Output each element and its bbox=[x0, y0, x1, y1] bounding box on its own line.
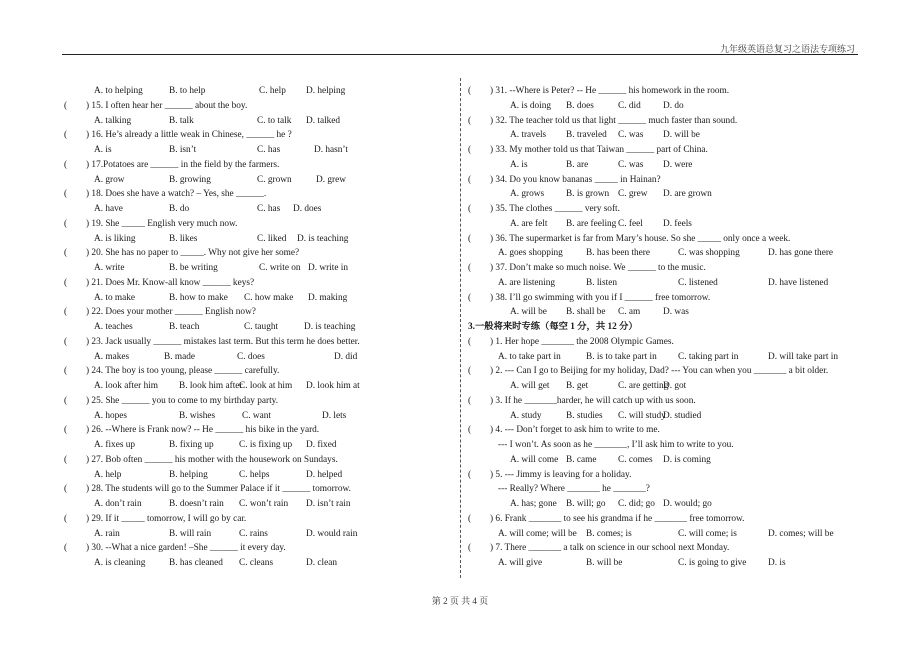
options-line bbox=[64, 497, 459, 512]
option-b: B. fixing up bbox=[169, 440, 214, 450]
options-line bbox=[64, 84, 459, 99]
option-d: D. have listened bbox=[768, 277, 829, 288]
option-c: C. won’t rain bbox=[239, 499, 289, 509]
options-line bbox=[468, 128, 868, 143]
option-a: A. will come bbox=[510, 454, 559, 465]
option-b: B. will rain bbox=[169, 528, 212, 539]
question-text: ) 33. My mother told us that Taiwan ______ part of China. bbox=[490, 145, 708, 155]
option-b: B. made bbox=[164, 351, 195, 362]
option-b: B. get bbox=[566, 381, 589, 391]
option-a: A. have bbox=[94, 204, 123, 214]
option-b: B. isn’t bbox=[169, 145, 197, 155]
answer-blank: ( bbox=[468, 204, 472, 214]
question-text: ) 27. Bob often ______ his mother with the housework on Sundays. bbox=[86, 454, 338, 465]
answer-blank: ( bbox=[468, 336, 472, 347]
option-a: A. to take part in bbox=[498, 351, 561, 362]
option-c: C. am bbox=[618, 307, 641, 318]
question-line bbox=[468, 512, 868, 527]
question-line bbox=[64, 305, 459, 320]
options-line bbox=[468, 453, 868, 468]
header-rule bbox=[62, 54, 858, 55]
option-d: D. hasn’t bbox=[314, 145, 348, 155]
option-b: B. teach bbox=[169, 322, 200, 332]
question-text: ) 23. Jack usually ______ mistakes last term. But this term he does better. bbox=[86, 336, 360, 347]
answer-blank: ( bbox=[468, 513, 472, 524]
right-column bbox=[468, 84, 868, 571]
option-c: C. how make bbox=[244, 292, 294, 303]
option-b: B. likes bbox=[169, 233, 198, 244]
option-a: A. will be bbox=[510, 307, 547, 318]
option-c: C. was shopping bbox=[678, 248, 740, 259]
question-text: ) 19. She _____ English very much now. bbox=[86, 218, 238, 229]
question-text: ) 28. The students will go to the Summer Palace if it ______ tomorrow. bbox=[86, 484, 351, 495]
options-line bbox=[64, 320, 459, 335]
question-line bbox=[468, 114, 868, 129]
answer-blank: ( bbox=[468, 395, 472, 406]
option-a: A. goes shopping bbox=[498, 248, 563, 259]
answer-blank: ( bbox=[64, 277, 68, 288]
options-line bbox=[64, 350, 459, 365]
option-b: B. be writing bbox=[169, 263, 218, 273]
option-b: B. listen bbox=[586, 277, 617, 288]
option-a: A. is bbox=[510, 159, 528, 170]
answer-blank: ( bbox=[468, 145, 472, 155]
option-d: D. do bbox=[663, 100, 684, 111]
option-b: B. has cleaned bbox=[169, 558, 223, 568]
option-a: A. talking bbox=[94, 115, 132, 126]
question-line bbox=[64, 187, 459, 202]
column-divider bbox=[460, 78, 461, 578]
options-line bbox=[468, 305, 868, 320]
option-a: A. write bbox=[94, 263, 125, 273]
answer-blank: ( bbox=[64, 366, 68, 377]
options-line bbox=[468, 497, 868, 512]
question-line bbox=[468, 394, 868, 409]
option-b: B. does bbox=[566, 100, 594, 111]
answer-blank: ( bbox=[64, 248, 68, 259]
option-a: A. travels bbox=[510, 130, 547, 141]
option-c: C. will come; is bbox=[678, 528, 737, 539]
question-text: ) 7. There _______ a talk on science in our school next Monday. bbox=[490, 543, 730, 554]
option-d: D. helped bbox=[306, 469, 343, 480]
question-line bbox=[468, 261, 868, 276]
option-a: A. is cleaning bbox=[94, 558, 146, 568]
option-a: A. study bbox=[510, 410, 542, 421]
question-text: ) 34. Do you know bananas _____ in Hainan? bbox=[490, 174, 661, 185]
option-a: A. grow bbox=[94, 174, 125, 185]
question-text: ) 30. --What a nice garden! –She ______ it every day. bbox=[86, 543, 286, 554]
options-line bbox=[468, 527, 868, 542]
option-a: A. will give bbox=[498, 558, 543, 568]
question-line bbox=[64, 512, 459, 527]
question-line bbox=[64, 335, 459, 350]
option-b: B. doesn’t rain bbox=[169, 499, 224, 509]
question-text: ) 1. Her hope _______ the 2008 Olympic Games. bbox=[490, 336, 674, 347]
answer-blank: ( bbox=[468, 233, 472, 244]
options-line bbox=[64, 232, 459, 247]
question-line bbox=[64, 423, 459, 438]
question-line bbox=[64, 99, 459, 114]
option-d: D. isn’t rain bbox=[306, 499, 351, 509]
question-text: ) 18. Does she have a watch? – Yes, she ______. bbox=[86, 189, 267, 200]
question-line bbox=[468, 541, 868, 556]
option-d: D. studied bbox=[663, 410, 702, 421]
option-d: D. look him at bbox=[306, 381, 360, 391]
option-b: B. traveled bbox=[566, 130, 607, 141]
answer-blank: ( bbox=[468, 115, 472, 126]
option-b: B. are feeling bbox=[566, 218, 617, 229]
option-a: A. don’t rain bbox=[94, 499, 142, 509]
question-text: ) 20. She has no paper to _____. Why not give her some? bbox=[86, 248, 300, 259]
option-c: C. was bbox=[618, 130, 644, 141]
question-line bbox=[468, 202, 868, 217]
answer-blank: ( bbox=[64, 130, 68, 141]
option-b: B. will; go bbox=[566, 499, 606, 509]
answer-blank: ( bbox=[468, 263, 472, 273]
options-line bbox=[468, 99, 868, 114]
option-a: A. to helping bbox=[94, 86, 143, 96]
option-c: C. feel bbox=[618, 218, 643, 229]
question-line bbox=[468, 173, 868, 188]
option-a: A. will get bbox=[510, 381, 550, 391]
options-line bbox=[64, 202, 459, 217]
question-line bbox=[468, 335, 868, 350]
option-c: C. liked bbox=[257, 233, 287, 244]
option-c: C. does bbox=[237, 351, 265, 362]
question-text: ) 15. I often hear her ______ about the boy. bbox=[86, 100, 248, 111]
question-text: ) 26. --Where is Frank now? -- He ______ his bike in the yard. bbox=[86, 425, 320, 436]
answer-blank: ( bbox=[64, 395, 68, 406]
option-a: A. is bbox=[94, 145, 112, 155]
option-d: D. will take part in bbox=[768, 351, 838, 362]
question-text: ) 38. I’ll go swimming with you if I ______ free tomorrow. bbox=[490, 292, 711, 303]
page-header: 九年级英语总复习之语法专项练习 bbox=[719, 44, 855, 54]
question-line bbox=[64, 128, 459, 143]
question-line bbox=[64, 394, 459, 409]
question-text: ) 5. --- Jimmy is leaving for a holiday. bbox=[490, 469, 632, 480]
option-d: D. is bbox=[768, 558, 786, 568]
left-column bbox=[64, 84, 459, 571]
option-d: D. did bbox=[334, 351, 358, 362]
options-line bbox=[64, 468, 459, 483]
option-c: C. look at him bbox=[239, 381, 293, 391]
option-c: C. helps bbox=[239, 469, 270, 480]
question-line bbox=[468, 364, 868, 379]
option-d: D. making bbox=[308, 292, 348, 303]
option-a: A. are listening bbox=[498, 277, 556, 288]
option-b: B. are bbox=[566, 159, 589, 170]
options-line bbox=[468, 246, 868, 261]
options-line bbox=[468, 409, 868, 424]
option-c: C. taking part in bbox=[678, 351, 739, 362]
option-b: B. is to take part in bbox=[586, 351, 657, 362]
options-line bbox=[64, 261, 459, 276]
question-text: ) 17.Potatoes are ______ in the field by the farmers. bbox=[86, 159, 280, 170]
option-d: D. comes; will be bbox=[768, 528, 834, 539]
question-line bbox=[468, 423, 868, 438]
page-footer: 第 2 页 共 4 页 bbox=[431, 596, 489, 606]
answer-blank: ( bbox=[468, 469, 472, 480]
option-d: D. helping bbox=[306, 86, 346, 96]
answer-blank: ( bbox=[468, 86, 472, 96]
option-d: D. lets bbox=[322, 410, 347, 421]
option-b: B. to help bbox=[169, 86, 206, 96]
option-c: C. was bbox=[618, 159, 644, 170]
option-c: C. has bbox=[257, 204, 281, 214]
answer-blank: ( bbox=[64, 454, 68, 465]
option-a: A. fixes up bbox=[94, 440, 136, 450]
question-text: ) 21. Does Mr. Know-all know ______ keys? bbox=[86, 277, 255, 288]
question-line bbox=[64, 482, 459, 497]
option-d: D. was bbox=[663, 307, 689, 318]
answer-blank: ( bbox=[64, 218, 68, 229]
question-text: ) 3. If he _______harder, he will catch up with us soon. bbox=[490, 395, 696, 406]
option-a: A. help bbox=[94, 469, 122, 480]
option-d: D. would rain bbox=[306, 528, 358, 539]
section-heading bbox=[468, 320, 868, 335]
options-line bbox=[64, 291, 459, 306]
question-line bbox=[64, 453, 459, 468]
question-line bbox=[64, 276, 459, 291]
option-a: A. is liking bbox=[94, 233, 136, 244]
option-d: D. feels bbox=[663, 218, 692, 229]
option-d: D. are grown bbox=[663, 189, 712, 200]
answer-blank: ( bbox=[468, 292, 472, 303]
answer-blank: ( bbox=[468, 174, 472, 185]
option-c: C. has bbox=[257, 145, 281, 155]
question-text: ) 36. The supermarket is far from Mary’s house. So she _____ only once a week. bbox=[490, 233, 791, 244]
option-b: B. look him after bbox=[179, 381, 243, 391]
option-c: C. are getting bbox=[618, 381, 669, 391]
question-text: ) 6. Frank _______ to see his grandma if he _______ free tomorrow. bbox=[490, 513, 745, 524]
question-line bbox=[64, 364, 459, 379]
question-text: ) 16. He’s already a little weak in Chinese, ______ he ? bbox=[86, 130, 292, 141]
question-line bbox=[468, 468, 868, 483]
question-text: ) 25. She ______ you to come to my birthday party. bbox=[86, 395, 279, 406]
option-b: B. studies bbox=[566, 410, 603, 421]
answer-blank: ( bbox=[468, 366, 472, 377]
options-line bbox=[64, 556, 459, 571]
options-line bbox=[64, 409, 459, 424]
question-text: ) 22. Does your mother ______ English now? bbox=[86, 307, 256, 318]
question-continuation: --- I won’t. As soon as he _______, I’ll ask him to write to you. bbox=[498, 440, 734, 450]
options-line bbox=[64, 527, 459, 542]
answer-blank: ( bbox=[64, 307, 68, 318]
option-b: B. shall be bbox=[566, 307, 606, 318]
option-c: C. to talk bbox=[257, 115, 292, 126]
answer-blank: ( bbox=[64, 513, 68, 524]
option-a: A. will come; will be bbox=[498, 528, 577, 539]
answer-blank: ( bbox=[64, 189, 68, 200]
option-a: A. has; gone bbox=[510, 499, 557, 509]
options-line bbox=[468, 379, 868, 394]
option-d: D. got bbox=[663, 381, 687, 391]
option-d: D. would; go bbox=[663, 499, 712, 509]
option-a: A. teaches bbox=[94, 322, 133, 332]
option-a: A. to make bbox=[94, 292, 136, 303]
option-a: A. makes bbox=[94, 351, 130, 362]
answer-blank: ( bbox=[64, 100, 68, 111]
option-a: A. rain bbox=[94, 528, 120, 539]
question-line bbox=[64, 246, 459, 261]
question-line bbox=[64, 541, 459, 556]
question-line bbox=[468, 84, 868, 99]
option-d: D. is teaching bbox=[304, 322, 356, 332]
section-title: 3.一般将来时专练（每空 1 分，共 12 分） bbox=[468, 322, 638, 332]
option-c: C. grew bbox=[618, 189, 648, 200]
option-c: C. comes bbox=[618, 454, 653, 465]
answer-blank: ( bbox=[64, 336, 68, 347]
option-d: D. talked bbox=[306, 115, 341, 126]
options-line bbox=[64, 173, 459, 188]
option-c: C. did bbox=[618, 100, 641, 111]
options-line bbox=[468, 350, 868, 365]
option-d: D. were bbox=[663, 159, 693, 170]
question-text: ) 4. --- Don’t forget to ask him to write to me. bbox=[490, 425, 660, 436]
option-c: C. taught bbox=[244, 322, 279, 332]
options-line bbox=[468, 276, 868, 291]
option-b: B. helping bbox=[169, 469, 208, 480]
option-a: A. hopes bbox=[94, 410, 128, 421]
question-line bbox=[468, 232, 868, 247]
option-d: D. clean bbox=[306, 558, 337, 568]
option-d: D. fixed bbox=[306, 440, 337, 450]
option-d: D. is coming bbox=[663, 454, 711, 465]
option-a: A. are felt bbox=[510, 218, 548, 229]
options-line bbox=[64, 438, 459, 453]
option-a: A. look after him bbox=[94, 381, 159, 391]
question-text: ) 32. The teacher told us that light ______ much faster than sound. bbox=[490, 115, 738, 126]
option-c: C. rains bbox=[239, 528, 268, 539]
options-line bbox=[468, 556, 868, 571]
option-b: B. talk bbox=[169, 115, 194, 126]
question-line bbox=[468, 291, 868, 306]
option-b: B. how to make bbox=[169, 292, 228, 303]
dialogue-line bbox=[468, 482, 868, 497]
answer-blank: ( bbox=[64, 543, 68, 554]
question-line bbox=[64, 217, 459, 232]
option-d: D. has gone there bbox=[768, 248, 834, 259]
option-b: B. came bbox=[566, 454, 597, 465]
options-line bbox=[64, 379, 459, 394]
question-text: ) 2. --- Can I go to Beijing for my holiday, Dad? --- You can when you _______ a bit older. bbox=[490, 366, 829, 377]
question-text: ) 29. If it _____ tomorrow, I will go by car. bbox=[86, 513, 247, 524]
option-c: C. will study bbox=[618, 410, 666, 421]
option-c: C. want bbox=[242, 410, 271, 421]
option-b: B. is grown bbox=[566, 189, 610, 200]
option-a: A. grows bbox=[510, 189, 545, 200]
options-line bbox=[468, 158, 868, 173]
option-c: C. cleans bbox=[239, 558, 274, 568]
option-c: C. grown bbox=[257, 174, 292, 185]
option-d: D. grew bbox=[316, 174, 346, 185]
options-line bbox=[64, 114, 459, 129]
answer-blank: ( bbox=[64, 484, 68, 495]
option-d: D. write in bbox=[308, 263, 349, 273]
answer-blank: ( bbox=[468, 543, 472, 554]
option-c: C. did; go bbox=[618, 499, 655, 509]
option-b: B. will be bbox=[586, 558, 623, 568]
option-b: B. comes; is bbox=[586, 528, 632, 539]
options-line bbox=[468, 217, 868, 232]
option-d: D. does bbox=[293, 204, 322, 214]
options-line bbox=[468, 187, 868, 202]
option-c: C. is fixing up bbox=[239, 440, 293, 450]
options-line bbox=[64, 143, 459, 158]
answer-blank: ( bbox=[64, 159, 68, 170]
option-b: B. growing bbox=[169, 174, 211, 185]
question-continuation: --- Really? Where _______ he _______? bbox=[498, 484, 650, 495]
question-line bbox=[64, 158, 459, 173]
question-text: ) 31. --Where is Peter? -- He ______ his homework in the room. bbox=[490, 86, 730, 96]
option-d: D. will be bbox=[663, 130, 700, 141]
answer-blank: ( bbox=[64, 425, 68, 436]
option-c: C. is going to give bbox=[678, 558, 747, 568]
option-d: D. is teaching bbox=[297, 233, 349, 244]
question-line bbox=[468, 143, 868, 158]
option-b: B. has been there bbox=[586, 248, 651, 259]
option-c: C. write on bbox=[259, 263, 301, 273]
question-text: ) 35. The clothes ______ very soft. bbox=[490, 204, 620, 214]
answer-blank: ( bbox=[468, 425, 472, 436]
question-text: ) 24. The boy is too young, please ______ carefully. bbox=[86, 366, 280, 377]
dialogue-line bbox=[468, 438, 868, 453]
option-a: A. is doing bbox=[510, 100, 552, 111]
question-text: ) 37. Don’t make so much noise. We ______ to the music. bbox=[490, 263, 706, 273]
option-b: B. do bbox=[169, 204, 190, 214]
option-c: C. listened bbox=[678, 277, 718, 288]
option-b: B. wishes bbox=[179, 410, 216, 421]
option-c: C. help bbox=[259, 86, 286, 96]
